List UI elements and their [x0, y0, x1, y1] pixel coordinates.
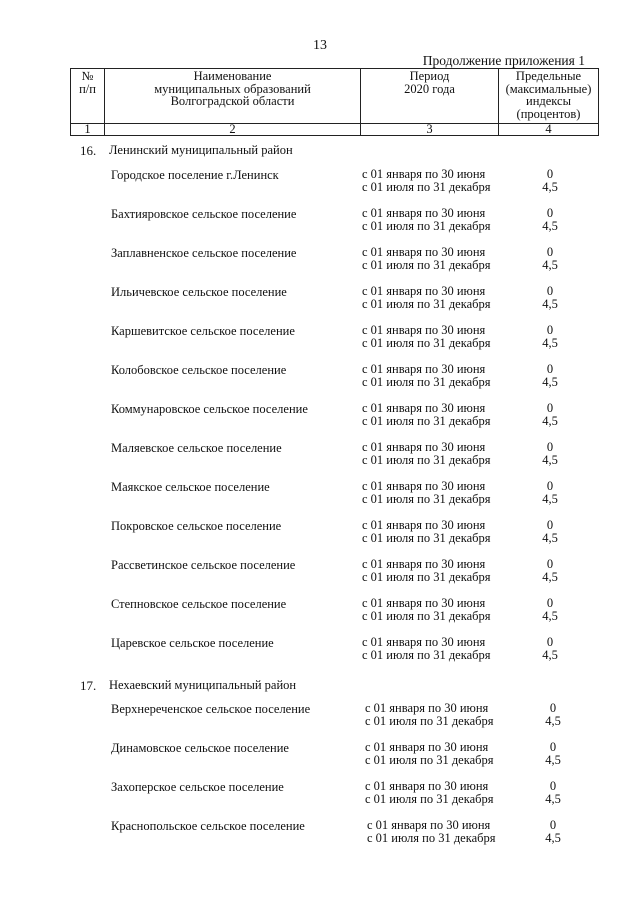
period-first-half: с 01 января по 30 июня — [362, 518, 486, 532]
settlement-name: Рассветинское сельское поселение — [111, 558, 296, 572]
period-second-half: с 01 июля по 31 декабря — [365, 713, 494, 728]
column-number: 2 — [105, 124, 361, 136]
period-cell — [362, 480, 491, 505]
settlement-name: Бахтияровское сельское поселение — [111, 207, 297, 221]
settlement-name: Маякское сельское поселение — [111, 480, 270, 494]
table-row — [0, 636, 640, 666]
header-text: муниципальных образований — [154, 81, 311, 96]
column-number: 3 — [361, 124, 499, 136]
settlement-name: Колобовское сельское поселение — [111, 363, 287, 377]
index-second-half: 4,5 — [545, 713, 561, 728]
table-row — [0, 780, 640, 810]
table-row — [0, 819, 640, 849]
index-cell — [530, 207, 570, 232]
index-cell — [530, 480, 570, 505]
index-second-half: 4,5 — [545, 752, 561, 767]
index-cell — [533, 780, 573, 805]
table-row — [0, 402, 640, 432]
index-second-half: 4,5 — [545, 791, 561, 806]
header-text: № — [81, 69, 94, 83]
period-first-half: с 01 января по 30 июня — [365, 701, 489, 715]
district-number: 17. — [80, 678, 97, 693]
header-text: Волгоградской области — [170, 94, 295, 108]
index-cell — [530, 597, 570, 622]
index-first-half: 0 — [546, 323, 554, 337]
period-cell — [362, 285, 491, 310]
period-second-half: с 01 июля по 31 декабря — [362, 218, 491, 233]
period-cell — [362, 597, 491, 622]
period-cell — [362, 519, 491, 544]
index-cell — [530, 558, 570, 583]
header-col-period — [361, 69, 499, 124]
period-second-half: с 01 июля по 31 декабря — [362, 530, 491, 545]
period-second-half: с 01 июля по 31 декабря — [362, 257, 491, 272]
index-cell — [530, 363, 570, 388]
index-second-half: 4,5 — [542, 530, 558, 545]
header-col-index — [499, 69, 599, 124]
district-heading — [0, 678, 640, 694]
period-second-half: с 01 июля по 31 декабря — [362, 647, 491, 662]
header-col-name — [105, 69, 361, 124]
table-row — [0, 702, 640, 732]
index-second-half: 4,5 — [542, 335, 558, 350]
period-cell — [362, 324, 491, 349]
period-second-half: с 01 июля по 31 декабря — [362, 491, 491, 506]
column-number: 1 — [71, 124, 105, 136]
period-cell — [365, 780, 494, 805]
header-text: (максимальные) — [505, 81, 592, 96]
settlement-name: Степновское сельское поселение — [111, 597, 287, 611]
period-first-half: с 01 января по 30 июня — [362, 479, 486, 493]
index-second-half: 4,5 — [542, 257, 558, 272]
period-cell — [365, 741, 494, 766]
table-row — [0, 441, 640, 471]
header-text: Предельные — [515, 69, 582, 83]
settlement-name: Краснопольское сельское поселение — [111, 819, 305, 833]
header-col-number — [71, 69, 105, 124]
settlement-name: Верхнереченское сельское поселение — [111, 702, 311, 716]
table-row — [0, 324, 640, 354]
period-first-half: с 01 января по 30 июня — [362, 362, 486, 376]
index-second-half: 4,5 — [542, 647, 558, 662]
district-name: Нехаевский муниципальный район — [109, 678, 297, 692]
table-row — [0, 207, 640, 237]
index-second-half: 4,5 — [542, 374, 558, 389]
period-second-half: с 01 июля по 31 декабря — [365, 752, 494, 767]
period-first-half: с 01 января по 30 июня — [362, 635, 486, 649]
period-first-half: с 01 января по 30 июня — [362, 557, 486, 571]
period-cell — [362, 441, 491, 466]
table-header — [70, 68, 599, 136]
index-first-half: 0 — [546, 401, 554, 415]
table-row — [0, 246, 640, 276]
table-row — [0, 519, 640, 549]
index-first-half: 0 — [546, 206, 554, 220]
table-row — [0, 480, 640, 510]
period-first-half: с 01 января по 30 июня — [365, 779, 489, 793]
period-cell — [362, 207, 491, 232]
period-first-half: с 01 января по 30 июня — [362, 167, 486, 181]
period-cell — [362, 246, 491, 271]
page-number: 13 — [313, 38, 327, 53]
column-number-row — [71, 124, 599, 136]
settlement-name: Динамовское сельское поселение — [111, 741, 289, 755]
index-first-half: 0 — [546, 635, 554, 649]
district-number: 16. — [80, 143, 97, 158]
index-first-half: 0 — [546, 440, 554, 454]
index-cell — [533, 702, 573, 727]
period-second-half: с 01 июля по 31 декабря — [362, 569, 491, 584]
table-row — [0, 363, 640, 393]
column-number: 4 — [499, 124, 599, 136]
period-cell — [365, 702, 494, 727]
index-cell — [530, 636, 570, 661]
table-row — [0, 168, 640, 198]
period-first-half: с 01 января по 30 июня — [362, 245, 486, 259]
period-cell — [362, 402, 491, 427]
index-first-half: 0 — [546, 518, 554, 532]
header-text: (процентов) — [516, 106, 581, 121]
index-second-half: 4,5 — [542, 452, 558, 467]
table-row — [0, 597, 640, 627]
header-text: Период — [409, 69, 450, 83]
continuation-label: Продолжение приложения 1 — [422, 53, 585, 68]
district-heading — [0, 143, 640, 159]
period-second-half: с 01 июля по 31 декабря — [362, 374, 491, 389]
table-row — [0, 741, 640, 771]
period-first-half: с 01 января по 30 июня — [362, 440, 486, 454]
period-second-half: с 01 июля по 31 декабря — [362, 413, 491, 428]
header-text: Наименование — [193, 69, 272, 83]
index-cell — [530, 246, 570, 271]
period-first-half: с 01 января по 30 июня — [362, 206, 486, 220]
settlement-name: Покровское сельское поселение — [111, 519, 282, 533]
index-first-half: 0 — [546, 245, 554, 259]
settlement-name: Коммунаровское сельское поселение — [111, 402, 308, 416]
header-text: индексы — [526, 94, 571, 108]
period-cell — [362, 636, 491, 661]
period-second-half: с 01 июля по 31 декабря — [362, 335, 491, 350]
period-first-half: с 01 января по 30 июня — [362, 596, 486, 610]
settlement-name: Захоперское сельское поселение — [111, 780, 284, 794]
index-cell — [530, 519, 570, 544]
index-second-half: 4,5 — [542, 491, 558, 506]
settlement-name: Ильичевское сельское поселение — [111, 285, 287, 299]
period-second-half: с 01 июля по 31 декабря — [362, 452, 491, 467]
period-second-half: с 01 июля по 31 декабря — [362, 179, 491, 194]
index-second-half: 4,5 — [542, 413, 558, 428]
settlement-name: Маляевское сельское поселение — [111, 441, 282, 455]
settlement-name: Городское поселение г.Ленинск — [111, 168, 279, 182]
index-second-half: 4,5 — [542, 296, 558, 311]
index-first-half: 0 — [549, 701, 557, 715]
index-second-half: 4,5 — [542, 608, 558, 623]
period-first-half: с 01 января по 30 июня — [367, 818, 491, 832]
header-text: п/п — [79, 81, 96, 96]
index-first-half: 0 — [549, 740, 557, 754]
period-second-half: с 01 июля по 31 декабря — [362, 608, 491, 623]
index-first-half: 0 — [549, 818, 557, 832]
index-cell — [530, 402, 570, 427]
index-cell — [533, 819, 573, 844]
period-cell — [362, 168, 491, 193]
period-first-half: с 01 января по 30 июня — [362, 284, 486, 298]
index-first-half: 0 — [546, 557, 554, 571]
index-first-half: 0 — [546, 596, 554, 610]
table-row — [0, 285, 640, 315]
district-name: Ленинский муниципальный район — [109, 143, 293, 157]
table-row — [0, 558, 640, 588]
index-cell — [530, 168, 570, 193]
index-cell — [530, 285, 570, 310]
period-second-half: с 01 июля по 31 декабря — [362, 296, 491, 311]
index-second-half: 4,5 — [542, 569, 558, 584]
period-cell — [362, 363, 491, 388]
index-second-half: 4,5 — [542, 218, 558, 233]
period-first-half: с 01 января по 30 июня — [365, 740, 489, 754]
settlement-name: Каршевитское сельское поселение — [111, 324, 295, 338]
header-text: 2020 года — [404, 81, 455, 96]
index-first-half: 0 — [546, 362, 554, 376]
period-second-half: с 01 июля по 31 декабря — [367, 830, 496, 845]
index-cell — [530, 324, 570, 349]
period-first-half: с 01 января по 30 июня — [362, 323, 486, 337]
index-first-half: 0 — [546, 479, 554, 493]
index-first-half: 0 — [549, 779, 557, 793]
period-second-half: с 01 июля по 31 декабря — [365, 791, 494, 806]
period-cell — [367, 819, 496, 844]
period-cell — [362, 558, 491, 583]
index-first-half: 0 — [546, 167, 554, 181]
settlement-name: Заплавненское сельское поселение — [111, 246, 297, 260]
settlement-name: Царевское сельское поселение — [111, 636, 274, 650]
index-cell — [533, 741, 573, 766]
index-cell — [530, 441, 570, 466]
index-second-half: 4,5 — [542, 179, 558, 194]
header-row — [71, 69, 599, 124]
index-second-half: 4,5 — [545, 830, 561, 845]
period-first-half: с 01 января по 30 июня — [362, 401, 486, 415]
index-first-half: 0 — [546, 284, 554, 298]
